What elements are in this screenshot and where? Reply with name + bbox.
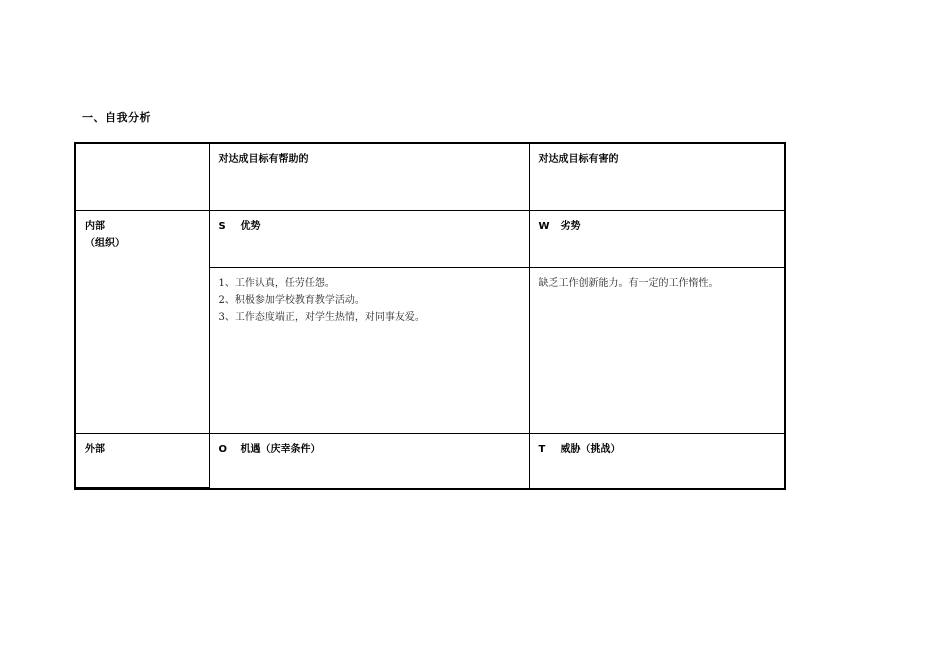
header-helpful-label: 对达成目标有帮助的 bbox=[218, 154, 309, 165]
weaknesses-body-cell bbox=[529, 268, 785, 434]
opportunities-letter: O bbox=[218, 444, 228, 455]
header-harmful-label: 对达成目标有害的 bbox=[538, 154, 619, 165]
header-helpful-cell bbox=[209, 143, 529, 211]
strengths-list bbox=[210, 268, 529, 326]
strengths-letter: S bbox=[218, 221, 226, 232]
section-heading: 一、自我分析 bbox=[82, 111, 151, 124]
weaknesses-title: 劣势 bbox=[560, 221, 581, 232]
external-label: 外部 bbox=[85, 444, 105, 455]
header-corner-cell bbox=[75, 143, 209, 211]
header-harmful-cell bbox=[529, 143, 785, 211]
external-label-cell bbox=[75, 434, 209, 489]
internal-label-cell bbox=[75, 211, 209, 434]
strengths-title: 优势 bbox=[240, 221, 261, 232]
threats-title: 威胁（挑战） bbox=[560, 444, 621, 455]
internal-sublabel: （组织） bbox=[85, 238, 125, 249]
internal-label: 内部 bbox=[85, 221, 105, 232]
weaknesses-title-cell bbox=[529, 211, 785, 268]
external-row bbox=[75, 434, 785, 489]
weaknesses-text: 缺乏工作创新能力。有一定的工作惰性。 bbox=[538, 278, 719, 289]
strengths-item: 1、工作认真，任劳任怨。 bbox=[218, 278, 335, 289]
strengths-item: 3、工作态度端正，对学生热情，对同事友爱。 bbox=[218, 312, 425, 323]
opportunities-title: 机遇（庆幸条件） bbox=[240, 444, 321, 455]
strengths-item: 2、积极参加学校教育教学活动。 bbox=[218, 295, 365, 306]
strengths-body-cell bbox=[209, 268, 529, 434]
threats-letter: T bbox=[538, 444, 546, 455]
strengths-title-cell bbox=[209, 211, 529, 268]
table-header-row bbox=[75, 143, 785, 211]
threats-cell bbox=[529, 434, 785, 489]
opportunities-cell bbox=[209, 434, 529, 489]
swot-table bbox=[74, 142, 786, 490]
weaknesses-letter: W bbox=[538, 221, 550, 232]
internal-label-row bbox=[75, 211, 785, 268]
